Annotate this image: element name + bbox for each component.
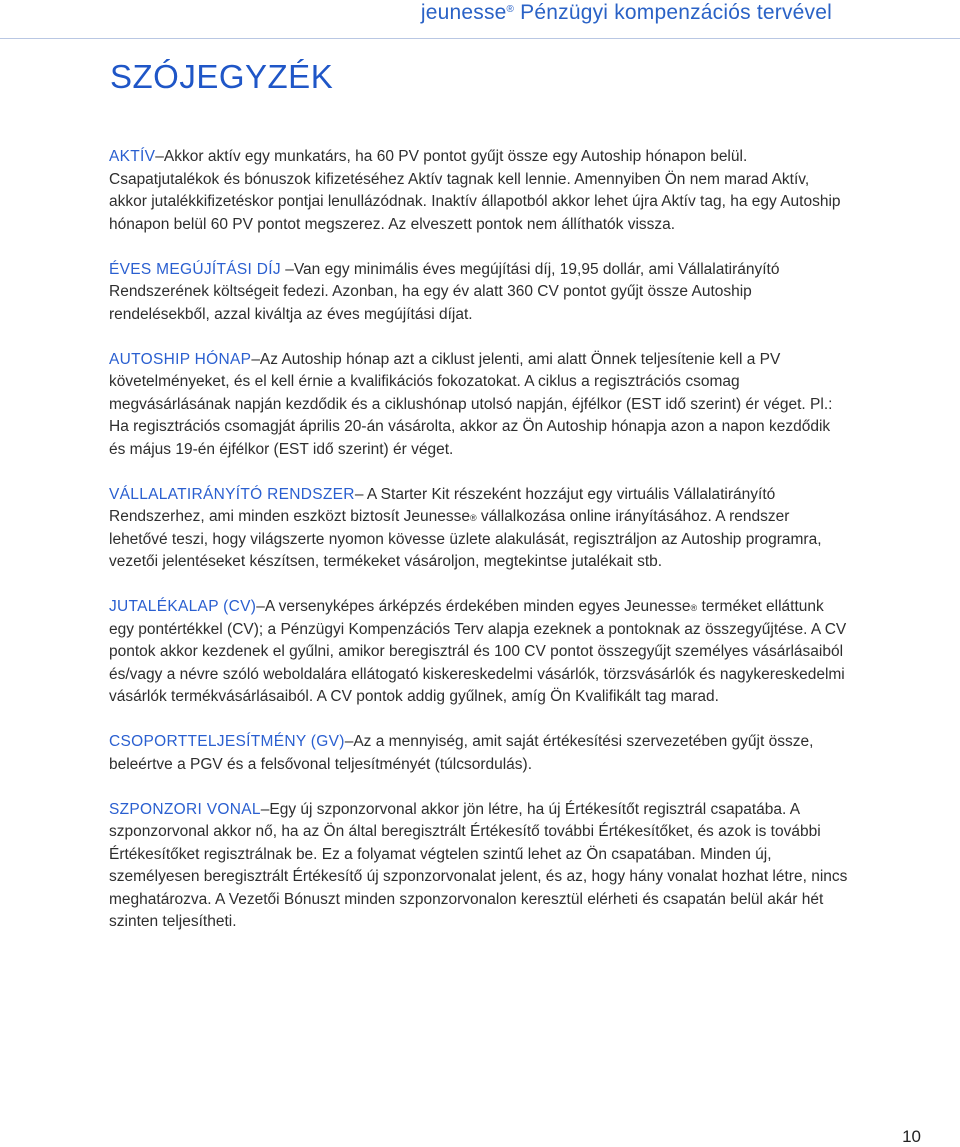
page-title: SZÓJEGYZÉK — [110, 58, 334, 95]
registered-mark: ® — [469, 513, 477, 523]
glossary-content — [109, 146, 849, 956]
header-divider — [0, 38, 960, 39]
header-title — [421, 1, 832, 25]
term-definition: –Egy új szponzorvonal akkor jön létre, ha új Értékesítőt regisztrál csapatába. A szponzorvonal akkor nő, ha az Ön által beregisztrált Értékesítő további Értékesítőket, és azok is további Értékesítőket regisztrálnak be. Ez a folyamat végtelen szintű lehet az Ön csapatában. Minden új, személyesen beregisztrált Értékesítő új szponzorvonalat jelent, és az, hogy hány vonalat hozhat létre, nincs meghatározva. A Vezetői Bónuszt minden szponzorvonalon keresztül elérheti és csapatán belül akár hét szinten teljesítheti. — [109, 800, 848, 930]
glossary-entry-aktiv — [109, 146, 849, 236]
glossary-entry-szponzori-vonal — [109, 799, 849, 934]
term-definition: –Az a mennyiség, amit saját értékesítési szervezetében gyűjt össze, beleértve a PGV és a felsővonal teljesítményét (túlcsordulás). — [109, 733, 814, 773]
glossary-entry-jutalekalap — [109, 596, 849, 709]
glossary-entry-autoship-honap — [109, 349, 849, 462]
term-definition-cont: terméket elláttunk egy pontértékkel (CV); a Pénzügyi Kompenzációs Terv alapja ezeknek a pontoknak az összegyűjtése. A CV pontok akkor kezdenek el gyűlni, amikor beregisztrál és 100 CV pontot összegyűjt személyes vásárlásaiból és/vagy a névre szóló weboldalára ellátogató kiskereskedelmi vásárlók, törzsvásárlók és nagykereskedelmi vásárlók termékvásárlásaiból. A CV pontok addig gyűlnek, amíg Ön Kvalifikált tag marad. — [109, 598, 847, 705]
registered-mark: ® — [506, 4, 515, 15]
term-definition: – A Starter Kit részeként hozzájut egy virtuális Vállalatirányító Rendszerhez, ami minden eszközt biztosít Jeunesse — [109, 485, 776, 525]
page-header — [0, 0, 960, 40]
registered-mark: ® — [690, 603, 698, 613]
term-definition: –Akkor aktív egy munkatárs, ha 60 PV pontot gyűjt össze egy Autoship hónapon belül. Csapatjutalékok és bónuszok kifizetéséhez Aktív tagnak kell lennie. Amennyiben Ön nem marad Aktív, akkor jutalékkifizetéskor pontjai lenullázódnak. Inaktív állapotból akkor lehet újra Aktív tag, ha egy Autoship hónapon belül 60 PV pontot megszerez. Az elveszett pontok nem állíthatók vissza. — [109, 148, 841, 233]
glossary-entry-vallalatiranyito-rendszer — [109, 484, 849, 574]
page-number: 10 — [902, 1127, 921, 1146]
term-definition-cont: vállalkozása online irányításához. A rendszer lehetővé teszi, hogy világszerte nyomon kövesse üzlete alakulását, regisztráljon az Autoship programra, vezetői jelentéseket készítsen, termékeket vásároljon, megtekintse jutalékait stb. — [109, 508, 822, 570]
term-label: CSOPORTTELJESÍTMÉNY (GV) — [109, 733, 345, 750]
term-label: AKTÍV — [109, 148, 156, 165]
term-definition: –A versenyképes árképzés érdekében minden egyes Jeunesse — [256, 598, 691, 615]
header-subtitle: Pénzügyi kompenzációs tervével — [520, 1, 832, 24]
term-definition: –Az Autoship hónap azt a ciklust jelenti, ami alatt Önnek teljesítenie kell a PV követelményeket, és el kell érnie a kvalifikációs fokozatokat. A ciklus a regisztrációs csomag megvásárlásának napján kezdődik és a ciklushónap utolsó napján, éjfélkor (EST idő szerint) ér véget. Pl.: Ha regisztrációs csomagját április 20-án vásárolta, akkor az Ön Autoship hónapja azon a napon kezdődik és május 19-én éjfélkor (EST idő szerint) ér véget. — [109, 350, 833, 458]
glossary-entry-csoportteljesitmeny — [109, 731, 849, 776]
term-label: AUTOSHIP HÓNAP — [109, 350, 252, 368]
glossary-entry-eves-megujitasi-dij — [109, 259, 849, 327]
term-label: ÉVES MEGÚJÍTÁSI DÍJ — [109, 260, 281, 278]
term-label: VÁLLALATIRÁNYÍTÓ RENDSZER — [109, 485, 355, 503]
term-definition: –Van egy minimális éves megújítási díj, 19,95 dollár, ami Vállalatirányító Rendszerének költségeit fedezi. Azonban, ha egy év alatt 360 CV pontot gyűjt össze Autoship rendelésekből, azzal kiváltja az éves megújítási díjat. — [109, 260, 780, 323]
brand-name: jeunesse — [420, 1, 507, 24]
term-label: JUTALÉKALAP (CV) — [109, 598, 257, 615]
term-label: SZPONZORI VONAL — [109, 800, 261, 818]
